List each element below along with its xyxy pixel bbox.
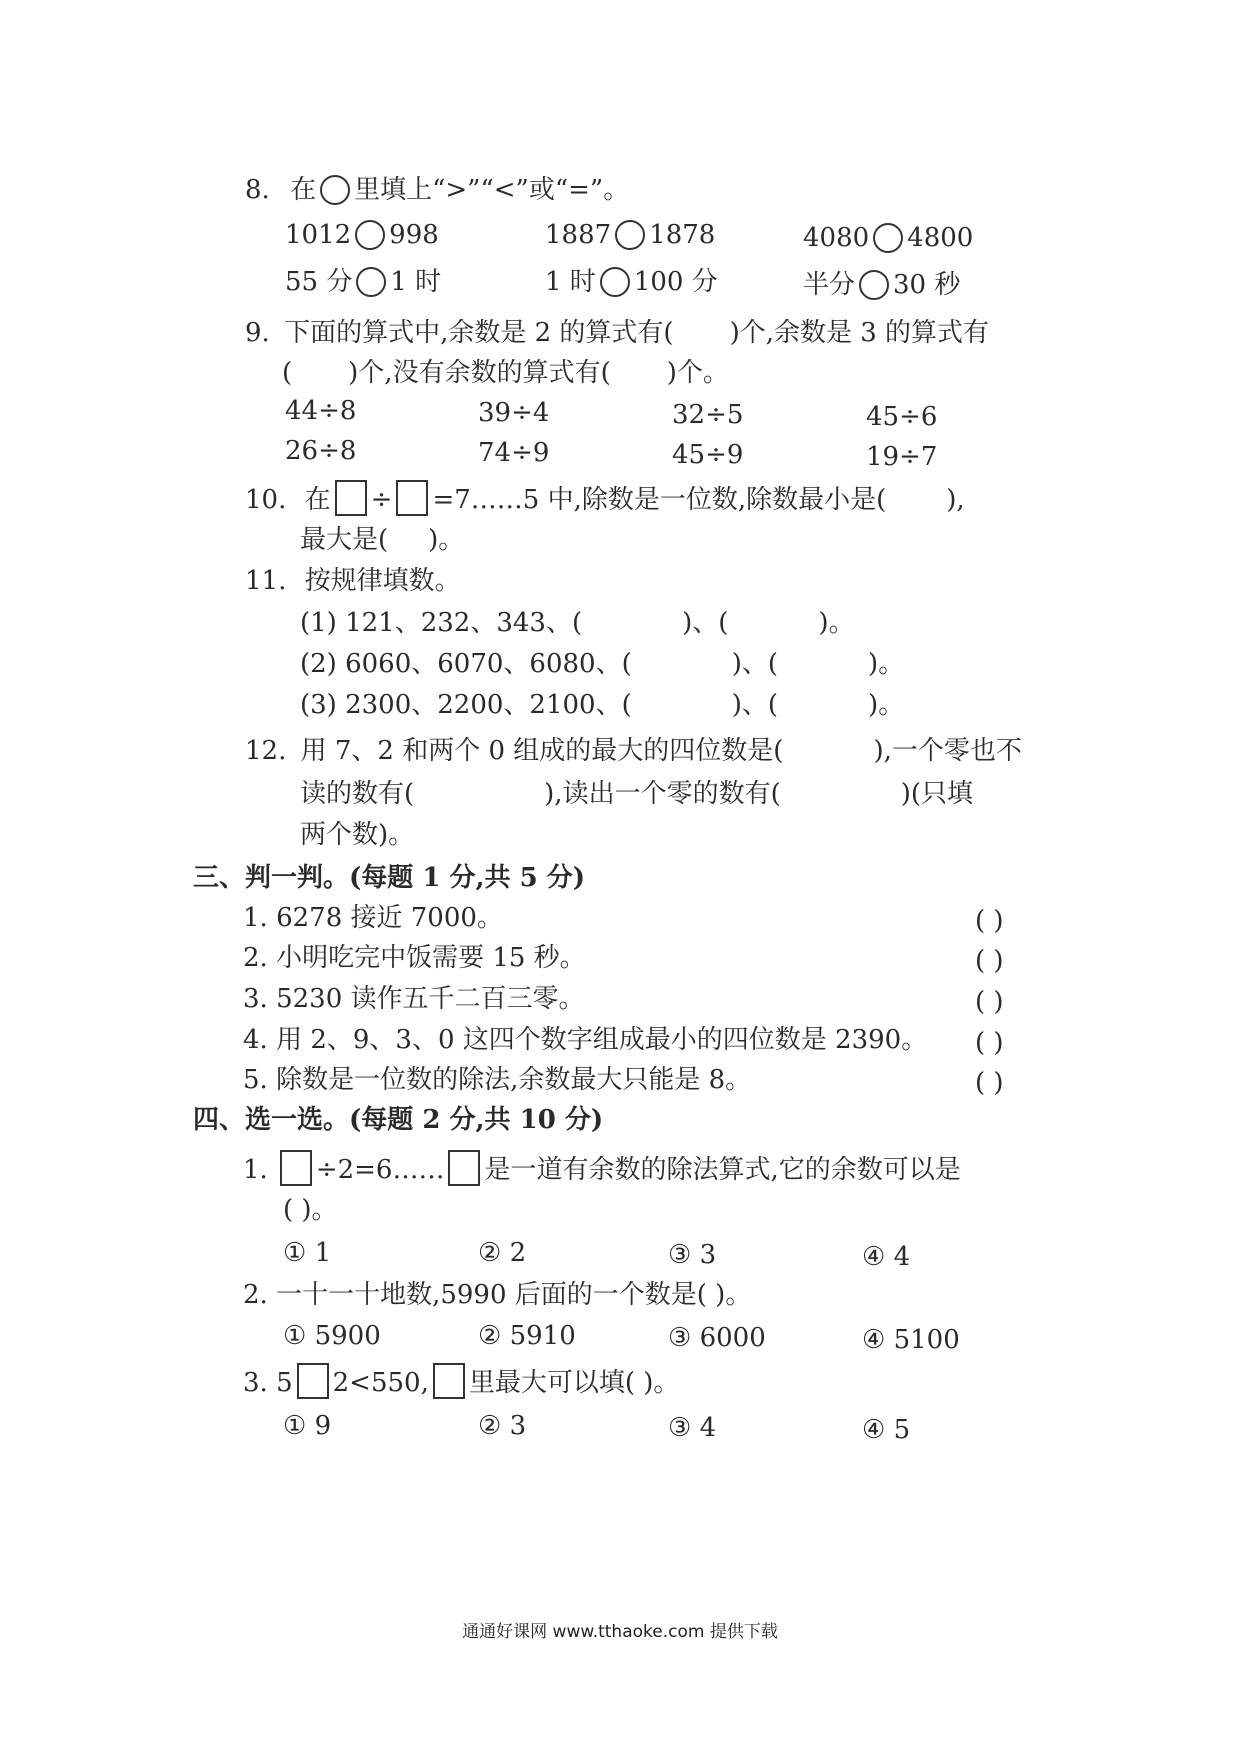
answer-box[interactable] [297,1363,329,1399]
compare-circle-icon[interactable] [615,220,645,250]
q10-line-1: 10. 在 ÷ =7……5 中,除数是一位数,除数最小是( ), [245,480,965,518]
q9-expr: 45÷9 [672,440,744,470]
choice-option[interactable]: ④ 5 [862,1415,911,1445]
choice-option[interactable]: ② 5910 [478,1321,576,1351]
choice-q1-line-1: 1. ÷2=6…… 是一道有余数的除法算式,它的余数可以是 [243,1150,961,1188]
choice-option[interactable]: ③ 3 [668,1240,717,1270]
choice-q2: 2. 一十一十地数,5990 后面的一个数是( )。 [243,1280,752,1310]
q9-expr: 26÷8 [285,436,357,466]
q9-expr: 19÷7 [866,442,938,472]
judge-item-3: 3. 5230 读作五千二百三零。 [243,984,585,1014]
q8-instruction: 里填上“>”“<”或“=”。 [354,175,630,205]
choice-option[interactable]: ③ 6000 [668,1323,766,1353]
q9-expr: 45÷6 [866,402,938,432]
judge-item-1: 1. 6278 接近 7000。 [243,903,503,933]
judge-mark-3[interactable]: ( ) [975,987,1004,1017]
q8-compare-5: 1 时 100 分 [545,267,718,297]
q10-line-2: 最大是( )。 [300,525,465,555]
choice-option[interactable]: ① 9 [283,1411,332,1441]
compare-circle-icon[interactable] [859,270,889,300]
compare-circle-icon[interactable] [320,175,350,205]
judge-mark-1[interactable]: ( ) [975,906,1004,936]
compare-circle-icon[interactable] [355,220,385,250]
answer-box[interactable] [448,1150,480,1186]
choice-option[interactable]: ② 2 [478,1238,527,1268]
choice-option[interactable]: ① 5900 [283,1321,381,1351]
choice-option[interactable]: ① 1 [283,1238,332,1268]
answer-box[interactable] [433,1363,465,1399]
q8-compare-1: 1012 998 [285,220,439,250]
q11-item-2: (2) 6060、6070、6080、( )、( )。 [300,649,905,679]
judge-mark-4[interactable]: ( ) [975,1028,1004,1058]
answer-box[interactable] [396,480,428,516]
answer-box[interactable] [335,480,367,516]
q9-expr: 74÷9 [478,438,550,468]
q12-line-2: 读的数有( ),读出一个零的数有( )(只填 [300,779,974,809]
q9-expr: 32÷5 [672,400,744,430]
choice-option[interactable]: ④ 4 [862,1242,911,1272]
judge-mark-2[interactable]: ( ) [975,946,1004,976]
choice-option[interactable]: ② 3 [478,1411,527,1441]
judge-item-5: 5. 除数是一位数的除法,余数最大只能是 8。 [243,1065,752,1095]
compare-circle-icon[interactable] [356,267,386,297]
choice-option[interactable]: ④ 5100 [862,1325,960,1355]
footer-download-note: 通通好课网 www.tthaoke.com 提供下载 [462,1622,778,1642]
answer-box[interactable] [280,1150,312,1186]
q8-compare-2: 1887 1878 [545,220,716,250]
q8-compare-4: 55 分 1 时 [285,267,442,297]
judge-item-4: 4. 用 2、9、3、0 这四个数字组成最小的四位数是 2390。 [243,1025,928,1055]
q8-compare-6: 半分 30 秒 [803,270,961,300]
q9-line-2: ( )个,没有余数的算式有( )个。 [282,358,729,388]
q11-item-1: (1) 121、232、343、( )、( )。 [300,608,855,638]
q11-item-3: (3) 2300、2200、2100、( )、( )。 [300,690,905,720]
compare-circle-icon[interactable] [873,223,903,253]
judge-mark-5[interactable]: ( ) [975,1068,1004,1098]
q8-number: 8. [245,175,270,205]
q12-line-3: 两个数)。 [300,820,415,850]
q8-prefix: 在 [290,175,317,205]
section-4-title: 四、选一选。(每题 2 分,共 10 分) [193,1105,604,1135]
choice-q3: 3. 5 2<550, 里最大可以填( )。 [243,1363,679,1401]
judge-item-2: 2. 小明吃完中饭需要 15 秒。 [243,943,586,973]
q8-compare-3: 4080 4800 [803,223,974,253]
q12-line-1: 12. 用 7、2 和两个 0 组成的最大的四位数是( ),一个零也不 [245,736,1022,766]
q9-expr: 39÷4 [478,398,550,428]
choice-q1-line-2: ( )。 [283,1195,338,1225]
choice-option[interactable]: ③ 4 [668,1413,717,1443]
q9-line-1: 9. 下面的算式中,余数是 2 的算式有( )个,余数是 3 的算式有 [245,318,990,348]
q8-line [245,172,629,208]
section-3-title: 三、判一判。(每题 1 分,共 5 分) [193,863,586,893]
q11-title-line: 11. 按规律填数。 [245,566,461,596]
compare-circle-icon[interactable] [600,267,630,297]
q9-expr: 44÷8 [285,396,357,426]
